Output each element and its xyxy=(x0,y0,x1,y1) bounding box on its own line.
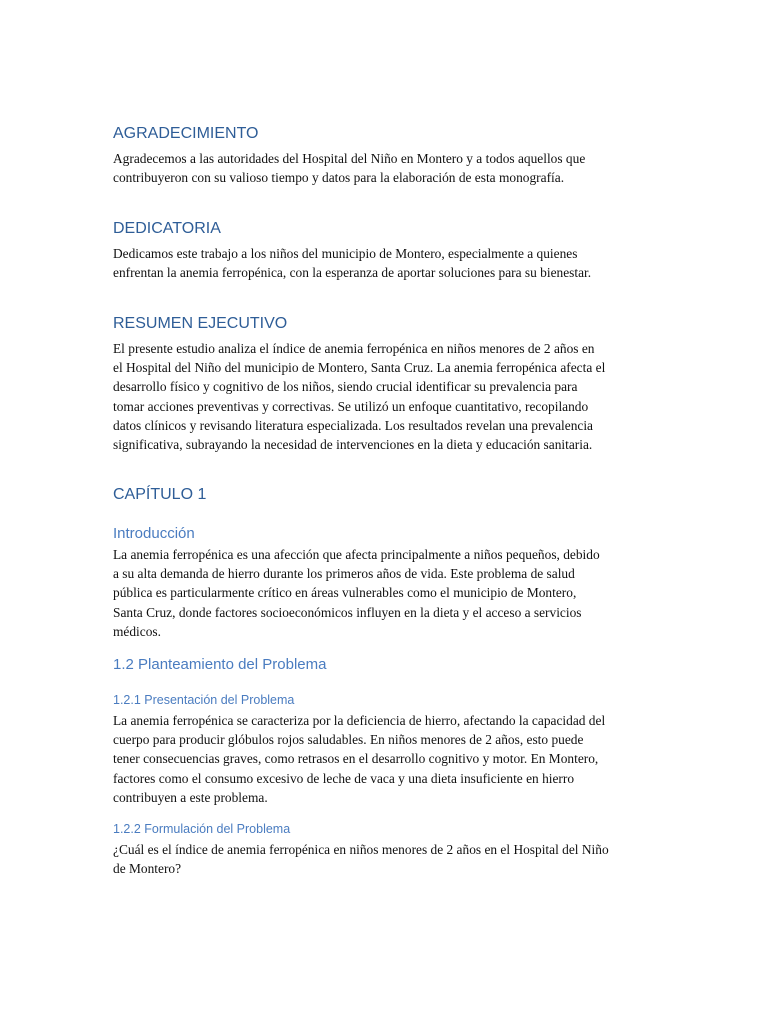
text-line: a su alta demanda de hierro durante los primeros años de vida. Este problema de salud xyxy=(113,566,575,582)
text-line: desarrollo físico y cognitivo de los niños, siendo crucial identificar su prevalencia para xyxy=(113,379,578,395)
heading-dedicatoria: DEDICATORIA xyxy=(113,220,221,237)
heading-resumen-ejecutivo: RESUMEN EJECUTIVO xyxy=(113,315,288,332)
text-line: La anemia ferropénica se caracteriza por la deficiencia de hierro, afectando la capacidad del xyxy=(113,713,606,728)
text-line: enfrentan la anemia ferropénica, con la esperanza de aportar soluciones para su bienestar. xyxy=(113,265,592,281)
text-line: Santa Cruz, donde factores socioeconómicos influyen en la dieta y el acceso a servicios xyxy=(113,604,582,620)
text-line: de Montero? xyxy=(113,861,182,877)
text-line: pública es particularmente crítico en áreas vulnerables como el municipio de Montero, xyxy=(113,585,577,601)
text-line: Dedicamos este trabajo a los niños del municipio de Montero, especialmente a quienes xyxy=(113,246,578,261)
text-line: Agradecemos a las autoridades del Hospital del Niño en Montero y a todos aquellos que xyxy=(113,151,586,166)
paragraph-formulacion-del-problema xyxy=(113,840,658,878)
text-line: médicos. xyxy=(113,623,161,639)
text-line: El presente estudio analiza el índice de anemia ferropénica en niños menores de 2 años en xyxy=(113,341,595,356)
heading-presentacion-del-problema: 1.2.1 Presentación del Problema xyxy=(113,693,295,707)
heading-agradecimiento: AGRADECIMIENTO xyxy=(113,125,259,142)
paragraph-resumen-ejecutivo xyxy=(113,339,658,454)
text-line: contribuyeron con su valioso tiempo y datos para la elaboración de esta monografía. xyxy=(113,170,565,186)
paragraph-introduccion xyxy=(113,545,658,641)
heading-introduccion: Introducción xyxy=(113,525,195,542)
text-line: contribuyen a este problema. xyxy=(113,789,268,805)
text-line: factores como el consumo excesivo de leche de vaca y una dieta insuficiente en hierro xyxy=(113,770,575,786)
heading-capitulo-1: CAPÍTULO 1 xyxy=(113,486,207,503)
heading-planteamiento-del-problema: 1.2 Planteamiento del Problema xyxy=(113,656,327,673)
text-line: ¿Cuál es el índice de anemia ferropénica en niños menores de 2 años en el Hospital del Niño xyxy=(113,842,609,857)
paragraph-dedicatoria xyxy=(113,244,658,282)
text-line: cuerpo para producir glóbulos rojos saludables. En niños menores de 2 años, esto puede xyxy=(113,732,584,748)
text-line: La anemia ferropénica es una afección que afecta principalmente a niños pequeños, debido xyxy=(113,547,600,562)
text-line: datos clínicos y revisando literatura especializada. Los resultados revelan una prevalencia xyxy=(113,417,594,433)
text-line: el Hospital del Niño del municipio de Montero, Santa Cruz. La anemia ferropénica afecta el xyxy=(113,360,606,376)
text-line: tener consecuencias graves, como retrasos en el desarrollo cognitivo y motor. En Montero, xyxy=(113,751,599,767)
text-line: tomar acciones preventivas y correctivas. Se utilizó un enfoque cuantitativo, recopilando xyxy=(113,398,589,414)
heading-formulacion-del-problema: 1.2.2 Formulación del Problema xyxy=(113,822,291,836)
paragraph-agradecimiento xyxy=(113,149,658,187)
paragraph-presentacion-del-problema xyxy=(113,711,658,807)
text-line: significativa, subrayando la necesidad de intervenciones en la dieta y educación sanitaria. xyxy=(113,437,593,453)
